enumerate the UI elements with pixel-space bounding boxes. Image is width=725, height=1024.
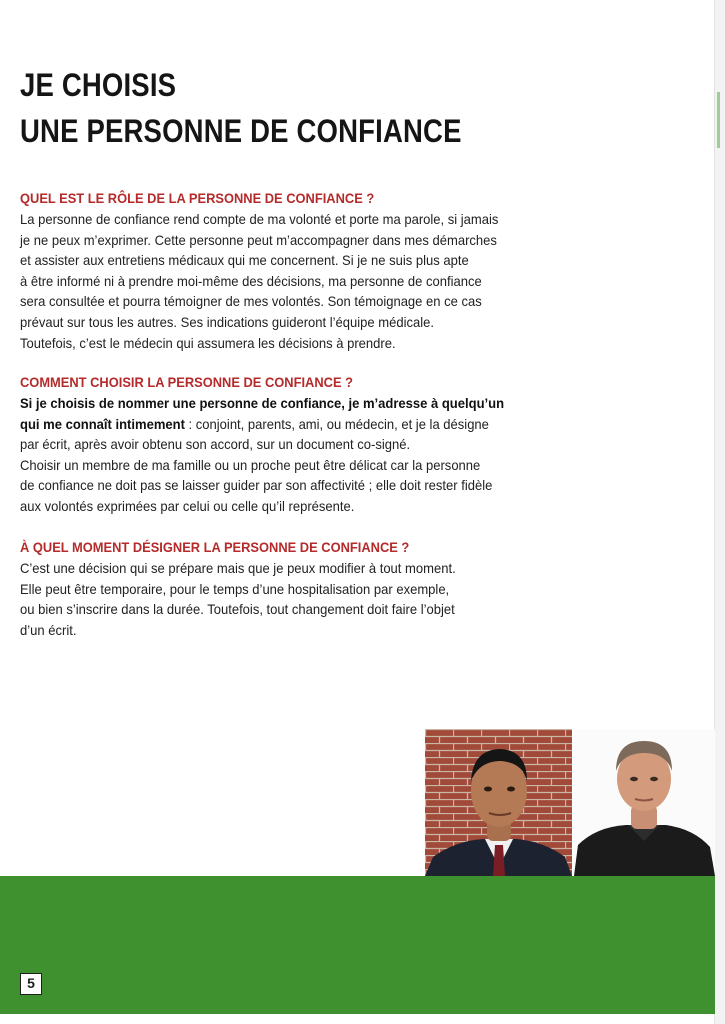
paragraph-line: ou bien s’inscrire dans la durée. Toutefois, tout changement doit faire l’objet (20, 601, 455, 618)
section-heading: QUEL EST LE RÔLE DE LA PERSONNE DE CONFIANCE ? (20, 190, 375, 206)
page-edge (714, 0, 725, 1024)
paragraph-line: C’est une décision qui se prépare mais que je peux modifier à tout moment. (20, 560, 456, 576)
paragraph-line: Elle peut être temporaire, pour le temps d’une hospitalisation par exemple, (20, 580, 450, 597)
page-title (20, 62, 462, 154)
section-how-to-choose (20, 373, 580, 517)
title-line-1: JE CHOISIS (20, 67, 177, 103)
paragraph-line: sera consultée et pourra témoigner de mes volontés. Son témoignage en ce cas (20, 293, 482, 310)
section-body (20, 393, 541, 517)
photo-man-grey-hair (574, 729, 715, 876)
photo-strip (425, 729, 715, 876)
paragraph-line (20, 393, 541, 414)
emphasis-text: qui me connaît intimement (20, 415, 185, 432)
portrait-illustration (574, 729, 715, 876)
paragraph-line: La personne de confiance rend compte de ma volonté et porte ma parole, si jamais (20, 211, 499, 227)
paragraph-line: je ne peux m’exprimer. Cette personne peut m’accompagner dans mes démarches (20, 231, 497, 248)
paragraph-line: à être informé ni à prendre moi-même des décisions, ma personne de confiance (20, 272, 482, 289)
section-when (20, 538, 580, 640)
section-heading: COMMENT CHOISIR LA PERSONNE DE CONFIANCE ? (20, 374, 353, 390)
paragraph-line: et assister aux entretiens médicaux qui me concernent. Si je ne suis plus apte (20, 252, 469, 269)
section-body (20, 209, 541, 353)
paragraph-line: Toutefois, c’est le médecin qui assumera les décisions à prendre. (20, 334, 396, 351)
portrait-illustration (425, 729, 572, 876)
paragraph-line: d’un écrit. (20, 621, 77, 638)
paragraph-text: : conjoint, parents, ami, ou médecin, et je la désigne (184, 415, 489, 432)
page-number: 5 (20, 973, 42, 995)
photo-man-suit-brick-wall (425, 729, 572, 876)
edge-mark (717, 92, 720, 148)
section-role (20, 189, 580, 353)
paragraph-line: par écrit, après avoir obtenu son accord, sur un document co-signé. (20, 436, 411, 453)
title-line-2: UNE PERSONNE DE CONFIANCE (20, 113, 462, 149)
paragraph-line: Choisir un membre de ma famille ou un proche peut être délicat car la personne (20, 456, 481, 473)
paragraph-line: prévaut sur tous les autres. Ses indications guideront l’équipe médicale. (20, 313, 434, 330)
paragraph-line (20, 414, 541, 435)
paragraph-line: aux volontés exprimées par celui ou celle qu’il représente. (20, 497, 355, 514)
paragraph-line: de confiance ne doit pas se laisser guider par son affectivité ; elle doit rester fidèle (20, 477, 493, 494)
emphasis-text: Si je choisis de nommer une personne de confiance, je m’adresse à quelqu’un (20, 395, 505, 411)
section-heading: À QUEL MOMENT DÉSIGNER LA PERSONNE DE CONFIANCE ? (20, 539, 410, 555)
footer-band (0, 876, 715, 1014)
section-body (20, 558, 541, 640)
